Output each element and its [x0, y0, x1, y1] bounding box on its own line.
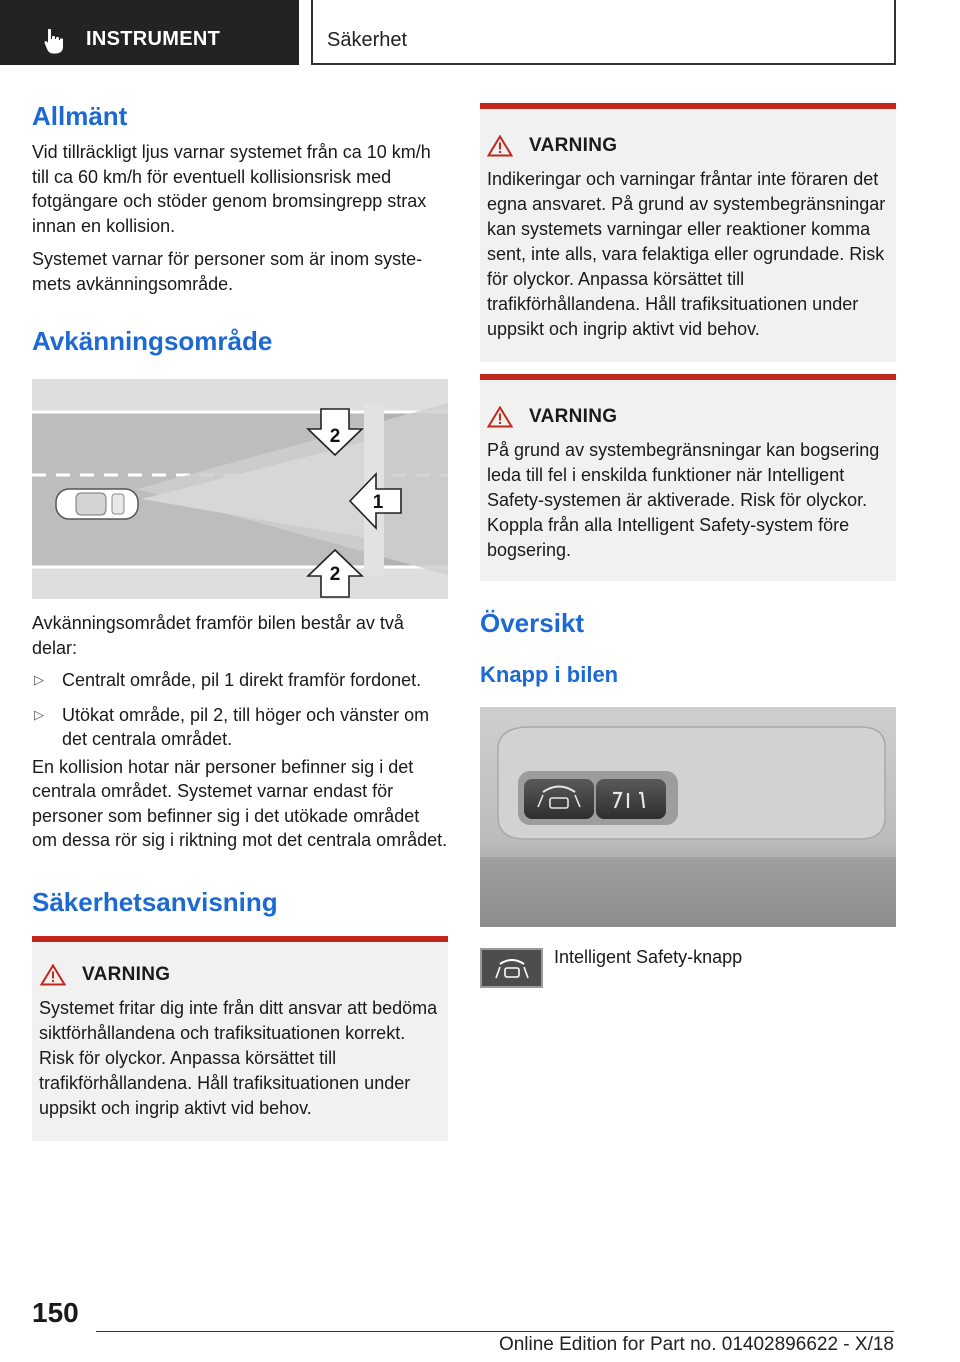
- list-item: ▷ Centralt område, pil 1 direkt framför fordonet.: [32, 668, 448, 693]
- warning-box-indications: [480, 103, 896, 362]
- heading-allmant: Allmänt: [32, 101, 128, 131]
- warning-triangle-icon: [40, 964, 66, 986]
- allmant-paragraph-2: Systemet varnar för personer som är inom systemets avkänningsområde.: [32, 249, 423, 294]
- pointing-hand-icon: [44, 28, 66, 54]
- chapter-title: INSTRUMENT: [86, 28, 221, 50]
- triangle-bullet-icon: ▷: [34, 672, 44, 687]
- legend-text: Intelligent Safety-knapp: [554, 947, 743, 967]
- chapter-tab[interactable]: [0, 0, 299, 65]
- car-icon: [56, 489, 138, 519]
- warning-label: VARNING: [529, 135, 618, 156]
- intelligent-safety-button: [524, 779, 594, 819]
- warning-label: VARNING: [82, 963, 171, 985]
- warning-triangle-icon: [487, 406, 513, 428]
- warning-text: Systemet fritar dig inte från ditt ansvar att bedöma siktförhållandena och trafiksituationen korrekt. Risk för olyckor. Anpassa körsättet till trafikförhållandena. Håll trafiksituationen under uppsikt och ingrip aktivt vid behov.: [39, 997, 438, 1118]
- allmant-paragraph-1: Vid tillräckligt ljus varnar systemet från ca 10 km/h till ca 60 km/h för eventuell kollisionsrisk med fotgängare och stöder genom bromsingrepp strax innan en kollision.: [32, 142, 431, 236]
- button-photo: [480, 707, 896, 927]
- heading-oversikt: Översikt: [480, 608, 585, 638]
- page-number: 150: [32, 1297, 79, 1328]
- lane-assist-button: [596, 779, 666, 819]
- label-2-bottom: 2: [329, 564, 341, 585]
- list-item: ▷ Utökat område, pil 2, till höger och vänster om det centrala området.: [34, 704, 430, 749]
- warning-text: Indikeringar och varningar fråntar inte föraren det egna ansvaret. På grund av systembegränsningar kan systemets varningar eller reaktioner komma sent, inte alls, vara felaktiga eller ogrundade. Risk för olyckor. Anpassa körsättet till trafikförhållandena. Håll trafiksituationen under uppsikt och ingrip aktivt vid behov.: [487, 169, 886, 339]
- label-2-top: 2: [329, 426, 341, 447]
- footer-divider: [96, 1331, 894, 1332]
- left-column: [32, 100, 448, 1141]
- heading-knapp-i-bilen: Knapp i bilen: [480, 662, 619, 687]
- section-title: Säkerhet: [327, 29, 408, 51]
- heading-avkanningsomrade: Avkänningsområde: [32, 326, 273, 356]
- warning-box-towing: [480, 374, 896, 581]
- warning-text: På grund av systembegränsningar kan bogsering leda till fel i enskilda funktioner när Intelligent Safety-systemen är aktiverade. Risk för olyckor. Koppla från alla Intelligent Safety-system före bogsering.: [487, 440, 880, 560]
- footer-edition: Online Edition for Part no. 01402896622 - X/18: [498, 1334, 894, 1355]
- avk-paragraph-2: En kollision hotar när personer befinner sig i det centrala området. Systemet varnar endast för personer som befinner sig i det utökade området om dessa rör sig i riktning mot det centrala området.: [32, 756, 448, 850]
- dashboard-buttons-illustration: [480, 707, 896, 927]
- detection-area-illustration: [32, 379, 448, 599]
- section-header: [311, 0, 896, 65]
- detection-area-diagram: [32, 379, 448, 599]
- warning-label: VARNING: [529, 406, 618, 427]
- legend-row: [480, 948, 896, 988]
- warning-triangle-icon: [487, 135, 513, 157]
- right-column: [480, 103, 896, 988]
- triangle-bullet-icon: ▷: [34, 706, 44, 722]
- avk-paragraph-1: Avkänningsområdet framför bilen består av två delar:: [32, 613, 404, 658]
- intelligent-safety-icon: [480, 948, 543, 988]
- heading-sakerhetsanvisning: Säkerhetsanvisning: [32, 886, 278, 917]
- avk-bullet-list: [32, 668, 448, 752]
- warning-box-safety: [32, 936, 448, 1141]
- label-1: 1: [372, 492, 384, 513]
